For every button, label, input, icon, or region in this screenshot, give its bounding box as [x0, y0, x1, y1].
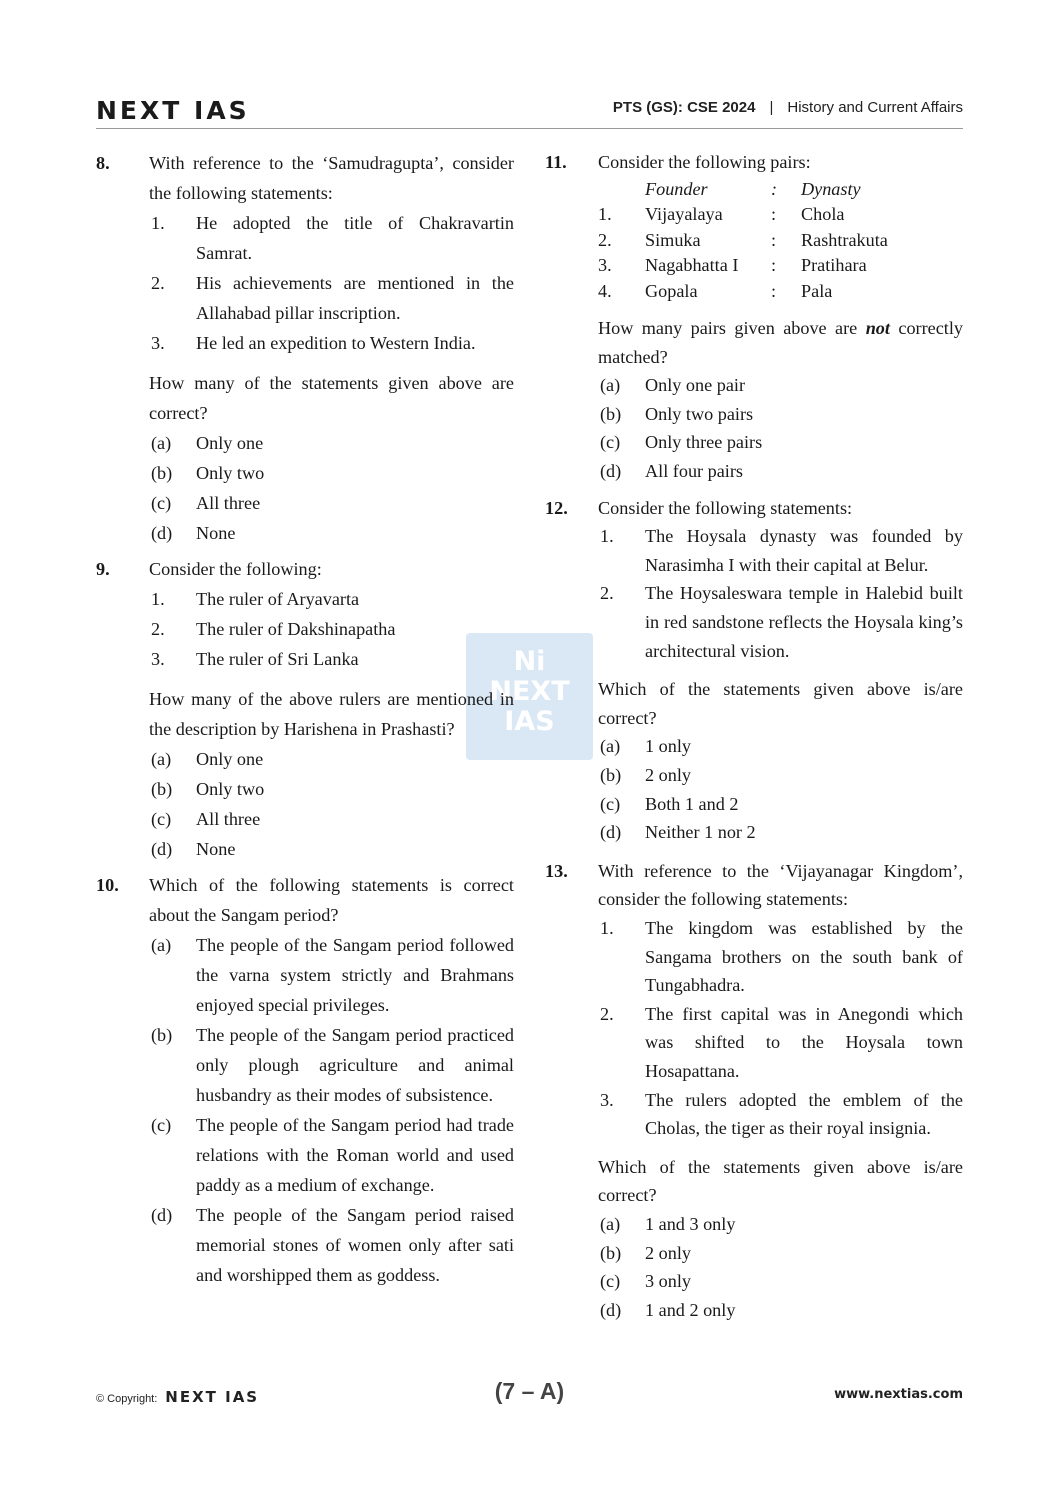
question-8: [96, 148, 514, 548]
statement: [149, 328, 514, 358]
statement-number: 1.: [151, 213, 165, 233]
question-stem: Consider the following statements:: [598, 497, 853, 518]
statement: [598, 1000, 963, 1086]
option-text: All three: [196, 809, 261, 829]
prompt-text-before: How many pairs given above are: [598, 318, 858, 339]
question-9: [96, 554, 514, 864]
copyright-text: © Copyright:: [96, 1393, 158, 1405]
option-text: 1 only: [645, 736, 691, 757]
option-c: [598, 790, 963, 819]
option-b: [149, 1020, 514, 1110]
option-marker: (b): [151, 779, 173, 799]
page-number: (7 – A): [494, 1378, 565, 1404]
pair-row: [598, 279, 888, 305]
option-a: [598, 1210, 963, 1239]
option-d: [149, 1200, 514, 1290]
right-column: [545, 148, 963, 1332]
option-text: 3 only: [645, 1271, 691, 1292]
statement-text: The rulers adopted the emblem of the Cholas, the tiger as their royal insignia.: [645, 1089, 963, 1139]
pair-dynasty: Chola: [801, 204, 845, 225]
question-10: [96, 870, 514, 1290]
statement: [149, 644, 514, 674]
header-info: [613, 99, 963, 116]
question-number: 8.: [96, 153, 110, 173]
option-c: [149, 804, 514, 834]
question-number: 12.: [545, 497, 568, 518]
pair-founder: Gopala: [645, 280, 698, 301]
option-c: [149, 1110, 514, 1200]
option-marker: (d): [151, 839, 173, 859]
pair-number: 3.: [598, 255, 612, 276]
option-text: Both 1 and 2: [645, 793, 739, 814]
option-d: [149, 834, 514, 864]
statement: [598, 914, 963, 1000]
option-text: Only one: [196, 433, 264, 453]
pair-separator: :: [771, 280, 777, 301]
option-text: Only two: [196, 463, 265, 483]
option-list: [598, 1210, 963, 1324]
statement-text: He led an expedition to Western India.: [196, 333, 476, 353]
pair-founder: Vijayalaya: [645, 204, 723, 225]
statement-list: [149, 208, 514, 358]
option-marker: (d): [151, 523, 173, 543]
pair-separator: :: [771, 229, 777, 250]
option-text: The people of the Sangam period had trade relations with the Roman world and used paddy as a medium of exchange.: [196, 1115, 514, 1195]
question-11: [545, 148, 963, 486]
option-marker: (b): [600, 765, 622, 785]
question-13: [545, 857, 963, 1325]
option-marker: (a): [151, 433, 172, 453]
pair-dynasty: Rashtrakuta: [801, 229, 888, 250]
option-d: [149, 518, 514, 548]
option-marker: (c): [151, 1115, 172, 1135]
option-text: All four pairs: [645, 461, 743, 482]
statement-list: [149, 584, 514, 674]
statement: [598, 522, 963, 579]
pair-row: [598, 253, 888, 279]
option-marker: (d): [151, 1205, 173, 1225]
option-b: [149, 774, 514, 804]
pair-dynasty: Pala: [801, 280, 833, 301]
option-text: The people of the Sangam period followed the varna system strictly and Brahmans enjoyed special privileges.: [196, 935, 514, 1015]
pair-founder: Nagabhatta I: [645, 255, 739, 276]
footer-logo: NEXT IAS: [165, 1388, 260, 1406]
prompt-emphasis: not: [865, 318, 890, 339]
pairs-header-separator: :: [771, 178, 778, 199]
option-text: 2 only: [645, 765, 691, 785]
statement-text: His achievements are mentioned in the Allahabad pillar inscription.: [196, 273, 514, 323]
option-a: [598, 371, 963, 400]
option-b: [598, 400, 963, 429]
page-footer: [96, 1378, 963, 1408]
option-text: Only three pairs: [645, 432, 763, 453]
question-stem: With reference to the ‘Samudragupta’, consider the following statements:: [149, 153, 514, 203]
statement: [149, 208, 514, 268]
option-c: [149, 488, 514, 518]
option-marker: (b): [151, 1025, 173, 1045]
question-number: 10.: [96, 875, 119, 895]
statement-number: 3.: [151, 333, 165, 353]
question-stem: Consider the following:: [149, 559, 322, 579]
option-a: [598, 732, 963, 761]
question-number: 13.: [545, 860, 568, 881]
pair-number: 2.: [598, 229, 612, 250]
statement-number: 1.: [600, 526, 614, 547]
question-stem: Consider the following pairs:: [598, 152, 811, 172]
left-column: [96, 148, 514, 1298]
pair-separator: :: [771, 204, 777, 225]
statement-number: 1.: [151, 589, 165, 609]
option-marker: (d): [600, 822, 622, 843]
statement-text: The ruler of Dakshinapatha: [196, 619, 396, 639]
option-marker: (b): [600, 403, 622, 424]
prompt-text-after: correctly matched?: [598, 318, 963, 367]
exam-title: PTS (GS): CSE 2024: [612, 99, 756, 116]
option-a: [149, 744, 514, 774]
option-text: None: [196, 839, 236, 859]
statement-text: The ruler of Sri Lanka: [196, 649, 359, 669]
option-list: [149, 744, 514, 864]
pair-number: 4.: [598, 280, 612, 301]
question-stem: Which of the following statements is correct about the Sangam period?: [149, 875, 514, 925]
option-text: Only two: [196, 779, 265, 799]
question-prompt: Which of the statements given above is/are correct?: [598, 679, 963, 728]
option-marker: (c): [600, 793, 621, 814]
statement: [598, 1086, 963, 1143]
option-list: [149, 930, 514, 1290]
statement: [149, 268, 514, 328]
pairs-header-blank: [598, 177, 645, 203]
watermark-line1: Ni: [513, 646, 546, 677]
pairs-table: [598, 177, 888, 305]
statement-text: He adopted the title of Chakravartin Samrat.: [196, 213, 514, 263]
question-12: [545, 494, 963, 847]
option-text: The people of the Sangam period raised memorial stones of women only after sati and worshipped them as goddess.: [196, 1205, 514, 1285]
watermark-line2: NEXT: [489, 676, 570, 707]
option-d: [598, 818, 963, 847]
option-text: None: [196, 523, 236, 543]
option-c: [598, 1267, 963, 1296]
pairs-header-row: [598, 177, 888, 203]
option-a: [149, 428, 514, 458]
option-marker: (d): [600, 1299, 622, 1320]
next-ias-logo: NEXT IAS: [96, 96, 250, 125]
option-marker: (a): [600, 736, 621, 757]
statement-text: The ruler of Aryavarta: [196, 589, 360, 609]
statement-number: 1.: [600, 917, 614, 938]
option-b: [598, 761, 963, 790]
subject-title: History and Current Affairs: [787, 99, 963, 116]
option-text: Only one: [196, 749, 264, 769]
pair-founder: Simuka: [645, 229, 701, 250]
pair-row: [598, 228, 888, 254]
option-marker: (c): [151, 809, 172, 829]
website-link[interactable]: www.nextias.com: [834, 1387, 963, 1402]
question-prompt: How many of the statements given above are correct?: [149, 373, 514, 423]
option-marker: (a): [600, 1213, 621, 1234]
pair-number: 1.: [598, 204, 612, 225]
option-list: [149, 428, 514, 548]
option-list: [598, 732, 963, 846]
statement-text: The kingdom was established by the Sangama brothers on the south bank of Tungabhadra.: [645, 917, 963, 996]
option-text: 1 and 3 only: [645, 1213, 736, 1234]
question-prompt: How many of the above rulers are mentioned in the description by Harishena in Prashasti?: [149, 689, 514, 739]
option-marker: (a): [600, 375, 621, 396]
option-marker: (a): [151, 935, 172, 955]
option-text: All three: [196, 493, 261, 513]
statement-number: 2.: [151, 619, 165, 639]
statement-text: The first capital was in Anegondi which was shifted to the Hoysala town Hosapattana.: [645, 1003, 963, 1081]
pairs-header-dynasty: Dynasty: [801, 178, 861, 199]
option-text: 1 and 2 only: [645, 1299, 736, 1320]
option-list: [598, 371, 963, 485]
option-marker: (b): [600, 1242, 622, 1263]
statement: [598, 579, 963, 665]
option-marker: (d): [600, 461, 622, 482]
option-text: 2 only: [645, 1242, 691, 1263]
option-marker: (c): [600, 432, 621, 453]
pair-row: [598, 202, 888, 228]
page-header: [96, 96, 963, 129]
option-text: The people of the Sangam period practiced only plough agriculture and animal husbandry as their modes of subsistence.: [196, 1025, 514, 1105]
statement-number: 2.: [600, 1003, 614, 1024]
header-separator: |: [769, 99, 774, 116]
question-number: 9.: [96, 559, 110, 579]
statement-list: [598, 522, 963, 665]
statement: [149, 584, 514, 614]
option-b: [598, 1239, 963, 1268]
statement: [149, 614, 514, 644]
option-text: Only one pair: [645, 375, 746, 396]
option-marker: (c): [151, 493, 172, 513]
question-prompt: [598, 314, 963, 371]
statement-number: 3.: [600, 1089, 614, 1110]
option-d: [598, 1296, 963, 1325]
pairs-header-founder: Founder: [645, 178, 708, 199]
question-prompt: Which of the statements given above is/are correct?: [598, 1156, 963, 1206]
option-marker: (a): [151, 749, 172, 769]
statement-number: 2.: [151, 273, 165, 293]
pair-separator: :: [771, 255, 777, 276]
option-d: [598, 457, 963, 486]
statement-list: [598, 914, 963, 1143]
statement-text: The Hoysala dynasty was founded by Narasimha I with their capital at Belur.: [645, 526, 963, 575]
option-marker: (b): [151, 463, 173, 483]
question-number: 11.: [545, 152, 567, 172]
statement-number: 3.: [151, 649, 165, 669]
option-text: Only two pairs: [645, 403, 754, 424]
option-c: [598, 428, 963, 457]
option-marker: (c): [600, 1271, 621, 1292]
statement-number: 2.: [600, 583, 614, 604]
watermark-line3: IAS: [504, 706, 555, 737]
option-a: [149, 930, 514, 1020]
statement-text: The Hoysaleswara temple in Halebid built in red sandstone reflects the Hoysala king’s architectural vision.: [645, 583, 963, 661]
option-b: [149, 458, 514, 488]
option-text: Neither 1 nor 2: [645, 822, 756, 843]
pair-dynasty: Pratihara: [801, 255, 867, 276]
question-stem: With reference to the ‘Vijayanagar Kingdom’, consider the following statements:: [598, 860, 963, 910]
